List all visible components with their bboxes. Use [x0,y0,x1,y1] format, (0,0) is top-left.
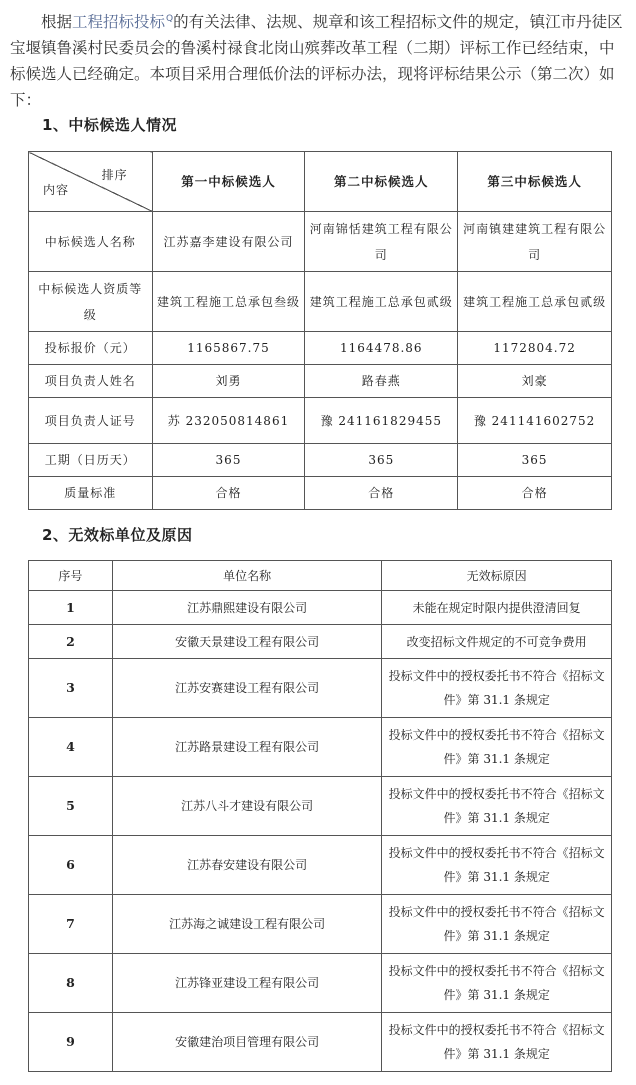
table-cell: 河南镇建建筑工程有限公司 [458,212,612,272]
table-row [29,272,612,332]
table-cell: 路春燕 [305,365,458,398]
table-cell: 豫 241161829455 [305,398,458,444]
table-cell: 刘豪 [458,365,612,398]
table-cell: 江苏嘉李建设有限公司 [152,212,305,272]
intro-paragraph [10,6,626,113]
table-row [29,777,612,836]
table-row [29,659,612,718]
invalid-reason: 投标文件中的授权委托书不符合《招标文件》第 31.1 条规定 [382,836,612,895]
table-cell: 1172804.72 [458,332,612,365]
row-label: 工期（日历天） [29,444,153,477]
corner-label-rank: 排序 [101,168,128,182]
intro-text: 的有关法律、法规、规章和该工程招标文件的规定，镇江市丹徒区宝堰镇鲁溪村民委员会的鲁溪村禄食北岗山殡葬改革工程（二期）评标工作已经结束，中标候选人已经确定。本项目采用合理低价法的评标办法，现将评标结果公示（第二次）如下： [10,13,623,110]
table-cell: 建筑工程施工总承包贰级 [458,272,612,332]
table-cell: 建筑工程施工总承包贰级 [305,272,458,332]
invalid-header-row [29,561,612,591]
row-number: 2 [29,625,113,659]
row-number: 1 [29,591,113,625]
row-label: 中标候选人名称 [29,212,153,272]
row-number: 7 [29,895,113,954]
invalid-reason: 投标文件中的授权委托书不符合《招标文件》第 31.1 条规定 [382,718,612,777]
row-label: 项目负责人证号 [29,398,153,444]
company-name: 江苏安赛建设工程有限公司 [112,659,382,718]
invalid-bids-table [28,560,612,1072]
candidates-table [28,151,612,510]
table-row [29,954,612,1013]
row-label: 投标报价（元） [29,332,153,365]
row-number: 5 [29,777,113,836]
company-name: 江苏海之诚建设工程有限公司 [112,895,382,954]
column-header: 无效标原因 [382,561,612,591]
table-row [29,477,612,510]
table-row [29,398,612,444]
table-row [29,444,612,477]
row-label: 中标候选人资质等级 [29,272,153,332]
table-cell: 1165867.75 [152,332,305,365]
table-cell: 苏 232050814861 [152,398,305,444]
invalid-reason: 投标文件中的授权委托书不符合《招标文件》第 31.1 条规定 [382,777,612,836]
table-cell: 1164478.86 [305,332,458,365]
row-number: 8 [29,954,113,1013]
bidding-link[interactable]: 工程招标投标 [72,13,166,32]
corner-label-content: 内容 [43,183,70,197]
table-row [29,895,612,954]
table-row [29,212,612,272]
table-cell: 刘勇 [152,365,305,398]
invalid-reason: 投标文件中的授权委托书不符合《招标文件》第 31.1 条规定 [382,954,612,1013]
row-number: 9 [29,1013,113,1072]
row-number: 4 [29,718,113,777]
table-row [29,836,612,895]
row-label: 质量标准 [29,477,153,510]
corner-diagonal-cell [29,152,153,212]
company-name: 江苏路景建设工程有限公司 [112,718,382,777]
table-cell: 365 [152,444,305,477]
invalid-reason: 未能在规定时限内提供澄清回复 [382,591,612,625]
company-name: 安徽建治项目管理有限公司 [112,1013,382,1072]
company-name: 安徽天景建设工程有限公司 [112,625,382,659]
table-cell: 合格 [458,477,612,510]
column-header: 序号 [29,561,113,591]
company-name: 江苏春安建设有限公司 [112,836,382,895]
section-1-heading: 1、中标候选人情况 [42,116,177,134]
column-header: 第一中标候选人 [152,152,305,212]
table-row [29,718,612,777]
company-name: 江苏锋亚建设工程有限公司 [112,954,382,1013]
invalid-reason: 投标文件中的授权委托书不符合《招标文件》第 31.1 条规定 [382,1013,612,1072]
row-number: 6 [29,836,113,895]
company-name: 江苏八斗才建设有限公司 [112,777,382,836]
intro-prefix: 根据 [41,13,73,32]
table-row [29,591,612,625]
company-name: 江苏鼎熙建设有限公司 [112,591,382,625]
search-link-icon[interactable]: Q [166,14,174,24]
table-cell: 合格 [305,477,458,510]
table-cell: 建筑工程施工总承包叁级 [152,272,305,332]
table-row [29,1013,612,1072]
row-number: 3 [29,659,113,718]
section-2-heading: 2、无效标单位及原因 [42,526,193,544]
table-cell: 365 [458,444,612,477]
table-cell: 河南锦恬建筑工程有限公司 [305,212,458,272]
table-row [29,332,612,365]
table-row [29,365,612,398]
column-header: 单位名称 [112,561,382,591]
table-cell: 365 [305,444,458,477]
table-cell: 豫 241141602752 [458,398,612,444]
column-header: 第三中标候选人 [458,152,612,212]
invalid-reason: 改变招标文件规定的不可竞争费用 [382,625,612,659]
invalid-reason: 投标文件中的授权委托书不符合《招标文件》第 31.1 条规定 [382,895,612,954]
table-row [29,625,612,659]
candidates-header-row [29,152,612,212]
column-header: 第二中标候选人 [305,152,458,212]
row-label: 项目负责人姓名 [29,365,153,398]
invalid-reason: 投标文件中的授权委托书不符合《招标文件》第 31.1 条规定 [382,659,612,718]
table-cell: 合格 [152,477,305,510]
